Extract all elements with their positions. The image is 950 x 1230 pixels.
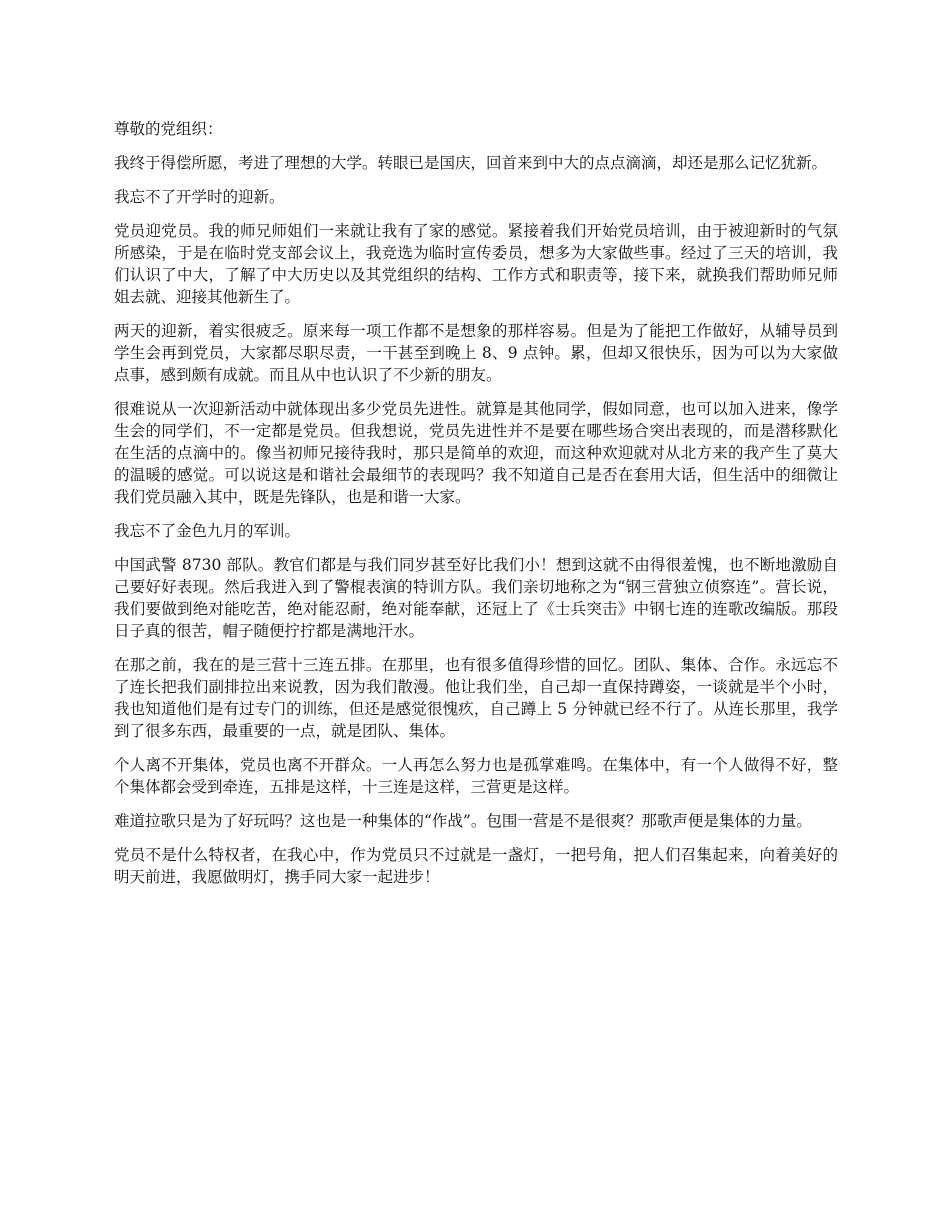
paragraph: 两天的迎新，着实很疲乏。原来每一项工作都不是想象的那样容易。但是为了能把工作做好，从辅导员到学生会再到党员，大家都尽职尽责，一干甚至到晚上 8、9 点钟。累，但却又很快乐，因为可以为大家做点事，感到颇有成就。而且从中也认识了不少新的朋友。 xyxy=(114,322,838,384)
paragraph: 中国武警 8730 部队。教官们都是与我们同岁甚至好比我们小！想到这就不由得很羞愧，也不断地激励自己要好好表现。然后我进入到了警棍表演的特训方队。我们亲切地称之为“钢三营独立侦察连”。营长说，我们要做到绝对能吃苦，绝对能忍耐，绝对能奉献，还冠上了《士兵突击》中钢七连的连歌改编版。那段日子真的很苦，帽子随便拧拧都是满地汗水。 xyxy=(114,556,838,640)
document-body xyxy=(114,118,838,900)
salutation: 尊敬的党组织： xyxy=(114,120,223,138)
paragraph: 党员不是什么特权者，在我心中，作为党员只不过就是一盏灯，一把号角，把人们召集起来，向着美好的明天前进，我愿做明灯，携手同大家一起进步！ xyxy=(114,846,838,886)
paragraph: 个人离不开集体，党员也离不开群众。一人再怎么努力也是孤掌难鸣。在集体中，有一个人做得不好，整个集体都会受到牵连，五排是这样，十三连是这样，三营更是这样。 xyxy=(114,756,838,796)
paragraph: 在那之前，我在的是三营十三连五排。在那里，也有很多值得珍惜的回忆。团队、集体、合作。永远忘不了连长把我们副排拉出来说教，因为我们散漫。他让我们坐，自己却一直保持蹲姿，一谈就是半个小时，我也知道他们是有过专门的训练，但还是感觉很愧疚，自己蹲上 5 分钟就已经不行了。从连长那里，我学到了很多东西，最重要的一点，就是团队、集体。 xyxy=(114,656,838,740)
paragraph: 党员迎党员。我的师兄师姐们一来就让我有了家的感觉。紧接着我们开始党员培训，由于被迎新时的气氛所感染，于是在临时党支部会议上，我竞选为临时宣传委员，想多为大家做些事。经过了三天的培训，我们认识了中大，了解了中大历史以及其党组织的结构、工作方式和职责等，接下来，就换我们帮助师兄师姐去就、迎接其他新生了。 xyxy=(114,222,838,306)
paragraph: 我忘不了开学时的迎新。 xyxy=(114,188,285,206)
paragraph: 很难说从一次迎新活动中就体现出多少党员先进性。就算是其他同学，假如同意，也可以加入进来，像学生会的同学们，不一定都是党员。但我想说，党员先进性并不是要在哪些场合突出表现的，而是潜移默化在生活的点滴中的。像当初师兄接待我时，那只是简单的欢迎，而这种欢迎就对从北方来的我产生了莫大的温暖的感觉。可以说这是和谐社会最细节的表现吗？我不知道自己是否在套用大话，但生活中的细微让我们党员融入其中，既是先锋队，也是和谐一大家。 xyxy=(114,400,838,506)
paragraph: 难道拉歌只是为了好玩吗？这也是一种集体的“作战”。包围一营是不是很爽？那歌声便是集体的力量。 xyxy=(114,812,812,830)
paragraph: 我忘不了金色九月的军训。 xyxy=(114,522,301,540)
paragraph: 我终于得偿所愿，考进了理想的大学。转眼已是国庆，回首来到中大的点点滴滴，却还是那么记忆犹新。 xyxy=(114,154,828,172)
